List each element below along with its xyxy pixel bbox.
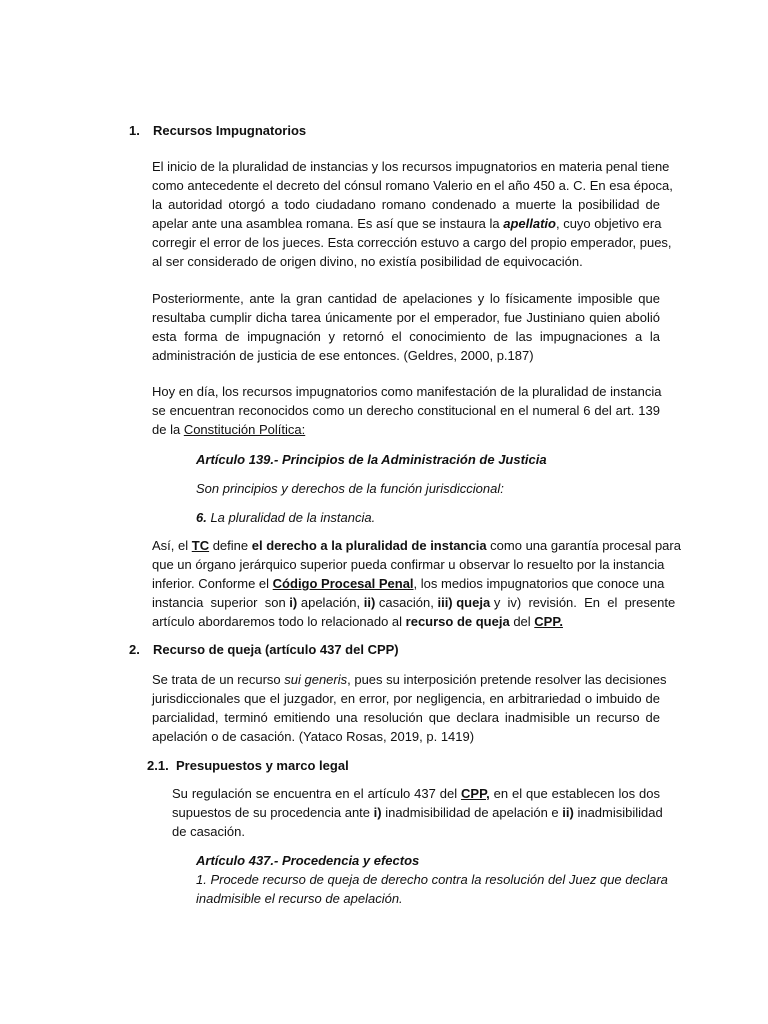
quote-article-139-intro: Son principios y derechos de la función jurisdiccional: <box>196 481 504 496</box>
text-run: y iv) revisión. En el presente <box>490 595 676 610</box>
paragraph-line: corregir el error de los jueces. Esta corrección estuvo a cargo del propio emperador, pues, <box>152 235 672 250</box>
paragraph-line <box>152 593 676 612</box>
paragraph-line: jurisdiccionales que el juzgador, en error, por negligencia, en arbitrariedad o imbuido de <box>152 691 660 706</box>
text-run: artículo abordaremos todo lo relacionado al <box>152 614 406 629</box>
bold-run: i) <box>289 595 298 610</box>
paragraph-origin <box>152 157 673 271</box>
bold-run: recurso de queja <box>405 614 510 629</box>
section-2-number: 2. <box>129 642 140 657</box>
subsection-number: 2.1. <box>147 758 169 773</box>
quote-article-437-line: inadmisible el recurso de apelación. <box>196 891 403 906</box>
text-run: como una garantía procesal para <box>486 538 681 553</box>
bold-phrase: el derecho a la pluralidad de instancia <box>251 538 487 553</box>
text-run: apelación, <box>297 595 364 610</box>
paragraph-line: El inicio de la pluralidad de instancias y los recursos impugnatorios en materia penal tiene <box>152 159 670 174</box>
paragraph-line: la autoridad otorgó a todo ciudadano romano condenado a muerte la posibilidad de <box>152 197 660 212</box>
text-run: , los medios impugnatorios que conoce una <box>413 576 665 591</box>
quote-article-139-item <box>196 508 375 527</box>
paragraph-justinian <box>152 289 660 365</box>
section-1-title: Recursos Impugnatorios <box>153 123 307 138</box>
paragraph-line <box>152 612 660 631</box>
cpp-full-link[interactable]: Código Procesal Penal <box>272 576 414 591</box>
paragraph-line: parcialidad, terminó emitiendo una resolución que declara inadmisible un recurso de <box>152 710 660 725</box>
text-run: apelar ante una asamblea romana. Es así que se instaura la <box>152 216 504 231</box>
constitution-link[interactable]: Constitución Política: <box>183 422 306 437</box>
apellatio-term: apellatio <box>503 216 556 231</box>
quote-item-number: 6. <box>196 510 207 525</box>
text-run: Se trata de un recurso <box>152 672 285 687</box>
section-2-heading <box>129 640 399 659</box>
text-run: define <box>209 538 252 553</box>
paragraph-line: resultaba cumplir dicha tarea únicamente por el emperador, fue Justiniano quien abolió <box>152 310 660 325</box>
bold-run: i) <box>373 805 382 820</box>
paragraph-line: esta forma de impugnación y retornó el conocimiento de las impugnaciones a la <box>152 329 660 344</box>
subsection-2-1-heading <box>147 756 349 775</box>
paragraph-line: Hoy en día, los recursos impugnatorios como manifestación de la pluralidad de instancia <box>152 384 662 399</box>
text-run: inferior. Conforme el <box>152 576 273 591</box>
bold-run: iii) queja <box>437 595 491 610</box>
section-1-number: 1. <box>129 123 140 138</box>
section-2-title: Recurso de queja (artículo 437 del CPP) <box>153 642 399 657</box>
paragraph-queja <box>152 670 667 746</box>
paragraph-line: Posteriormente, ante la gran cantidad de apelaciones y lo físicamente imposible que <box>152 291 660 306</box>
text-run: de la <box>152 422 184 437</box>
quote-item-text: La pluralidad de la instancia. <box>206 510 376 525</box>
paragraph-line <box>152 214 660 233</box>
text-run: Así, el <box>152 538 192 553</box>
quote-article-139-title: Artículo 139.- Principios de la Administración de Justicia <box>196 452 547 467</box>
paragraph-regulation <box>172 784 663 841</box>
text-run: , cuyo objetivo era <box>555 216 662 231</box>
paragraph-tc <box>152 536 681 631</box>
section-1-heading <box>129 121 306 140</box>
quote-article-437-line: 1. Procede recurso de queja de derecho contra la resolución del Juez que declara <box>196 872 668 887</box>
paragraph-line <box>152 574 665 593</box>
bold-run: ii) <box>562 805 574 820</box>
paragraph-line: al ser considerado de origen divino, no existía posibilidad de equivocación. <box>152 254 583 269</box>
text-run: supuestos de su procedencia ante <box>172 805 374 820</box>
paragraph-line <box>152 670 667 689</box>
paragraph-line: como antecedente el decreto del cónsul romano Valerio en el año 450 a. C. En esa época, <box>152 178 673 193</box>
subsection-title: Presupuestos y marco legal <box>176 758 349 773</box>
quote-article-437-title: Artículo 437.- Procedencia y efectos <box>196 853 420 868</box>
text-run: instancia superior son <box>152 595 290 610</box>
paragraph-line <box>172 803 663 822</box>
paragraph-line: apelación o de casación. (Yataco Rosas, 2019, p. 1419) <box>152 729 475 744</box>
text-run: del <box>509 614 535 629</box>
paragraph-line <box>152 536 681 555</box>
cpp-link[interactable]: CPP, <box>461 786 490 801</box>
bold-run: ii) <box>363 595 376 610</box>
paragraph-line: se encuentran reconocidos como un derecho constitucional en el numeral 6 del art. 139 <box>152 403 660 418</box>
tc-link[interactable]: TC <box>191 538 210 553</box>
text-run: en el que establecen los dos <box>489 786 660 801</box>
text-run: casación, <box>375 595 438 610</box>
paragraph-line: administración de justicia de ese entonces. (Geldres, 2000, p.187) <box>152 348 534 363</box>
paragraph-line: de casación. <box>172 824 245 839</box>
paragraph-line <box>152 420 660 439</box>
text-run: , pues su interposición pretende resolver las decisiones <box>347 672 667 687</box>
italic-run: sui generis <box>284 672 348 687</box>
cpp-link[interactable]: CPP. <box>534 614 563 629</box>
paragraph-line: que un órgano jerárquico superior pueda confirmar u observar lo resuelto por la instancia <box>152 557 665 572</box>
paragraph-line <box>172 784 660 803</box>
text-run: inadmisibilidad de apelación e <box>381 805 563 820</box>
text-run: inadmisibilidad <box>573 805 663 820</box>
text-run: Su regulación se encuentra en el artículo 437 del <box>172 786 462 801</box>
paragraph-constitution <box>152 382 660 439</box>
